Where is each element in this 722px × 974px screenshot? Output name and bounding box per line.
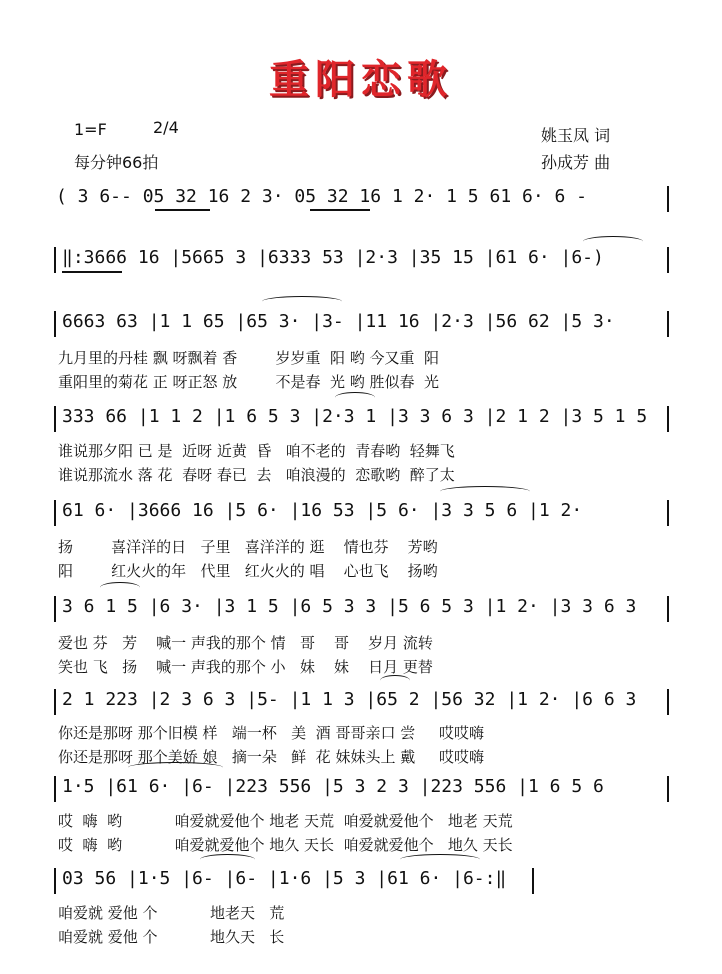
lyrics-verse-1-row-3: 九月里的丹桂 飘 呀飘着 香 岁岁重 阳 哟 今又重 阳 xyxy=(58,349,440,367)
score-row-3: 6663 63 |1 1 65 |65 3· |3- |11 16 |2·3 |56 62 |5 3· xyxy=(54,311,669,337)
score-row-9: 03 56 |1·5 |6- |6- |1·6 |5 3 |61 6· |6-:‖ xyxy=(54,868,534,894)
slur-mark xyxy=(400,854,480,865)
score-row-1: ( 3 6-- 05 32 16 2 3· 05 32 16 1 2· 1 5 61 6· 6 - xyxy=(54,186,669,212)
slur-mark xyxy=(200,854,255,865)
lyrics-verse-1-row-8: 哎 嗨 哟 咱爱就爱他个 地老 天荒 咱爱就爱他个 地老 天荒 xyxy=(58,812,513,830)
lyrics-verse-2-row-7: 你还是那呀 那个美娇 娘 摘一朵 鲜 花 妹妹头上 戴 哎哎嗨 xyxy=(58,748,485,766)
tempo-marking: 每分钟66拍 xyxy=(74,153,159,172)
score-row-4: 333 66 |1 1 2 |1 6 5 3 |2·3 1 |3 3 6 3 |2 1 2 |3 5 1 5 xyxy=(54,406,669,432)
beam-line xyxy=(155,209,210,211)
beam-line xyxy=(62,271,122,273)
beam-line xyxy=(310,209,370,211)
slur-mark xyxy=(440,486,530,497)
score-row-6: 3 6 1 5 |6 3· |3 1 5 |6 5 3 3 |5 6 5 3 |1 2· |3 3 6 3 xyxy=(54,596,669,622)
lyrics-verse-1-row-4: 谁说那夕阳 已 是 近呀 近黄 昏 咱不老的 青春哟 轻舞飞 xyxy=(58,442,455,460)
lyrics-verse-1-row-6: 爱也 芬 芳 喊一 声我的那个 情 哥 哥 岁月 流转 xyxy=(58,634,433,652)
lyrics-verse-1-row-9: 咱爱就 爱他 个 地老天 荒 xyxy=(58,904,285,922)
lyrics-verse-1-row-5: 扬 喜洋洋的日 子里 喜洋洋的 逛 情也芬 芳哟 xyxy=(58,538,438,556)
composer-credit: 孙成芳 曲 xyxy=(541,153,611,172)
slur-mark xyxy=(100,582,140,593)
lyrics-verse-2-row-5: 阳 红火火的年 代里 红火火的 唱 心也飞 扬哟 xyxy=(58,562,438,580)
lyrics-verse-2-row-3: 重阳里的菊花 正 呀正怒 放 不是春 光 哟 胜似春 光 xyxy=(58,373,440,391)
slur-mark xyxy=(380,675,410,686)
slur-mark xyxy=(262,296,342,307)
lyricist-credit: 姚玉凤 词 xyxy=(541,126,611,145)
lyrics-verse-1-row-7: 你还是那呀 那个旧模 样 端一杯 美 酒 哥哥亲口 尝 哎哎嗨 xyxy=(58,724,485,742)
slur-mark xyxy=(128,762,223,773)
lyrics-verse-2-row-9: 咱爱就 爱他 个 地久天 长 xyxy=(58,928,285,946)
lyrics-verse-2-row-8: 哎 嗨 哟 咱爱就爱他个 地久 天长 咱爱就爱他个 地久 天长 xyxy=(58,836,513,854)
slur-mark xyxy=(583,236,643,247)
score-row-2: ‖:3666 16 |5665 3 |6333 53 |2·3 |35 15 |61 6· |6-) xyxy=(54,247,669,273)
time-signature: 2/4 xyxy=(153,118,179,137)
slur-mark xyxy=(335,392,375,403)
score-row-7: 2 1 223 |2 3 6 3 |5- |1 1 3 |65 2 |56 32 |1 2· |6 6 3 xyxy=(54,689,669,715)
score-row-5: 61 6· |3666 16 |5 6· |16 53 |5 6· |3 3 5 6 |1 2· xyxy=(54,500,669,526)
lyrics-verse-2-row-4: 谁说那流水 落 花 春呀 春已 去 咱浪漫的 恋歌哟 醉了太 xyxy=(58,466,455,484)
key-signature: 1=F xyxy=(74,120,107,139)
song-title: 重阳恋歌 xyxy=(269,57,453,103)
lyrics-verse-2-row-6: 笑也 飞 扬 喊一 声我的那个 小 妹 妹 日月 更替 xyxy=(58,658,433,676)
score-row-8: 1·5 |61 6· |6- |223 556 |5 3 2 3 |223 556 |1 6 5 6 xyxy=(54,776,669,802)
